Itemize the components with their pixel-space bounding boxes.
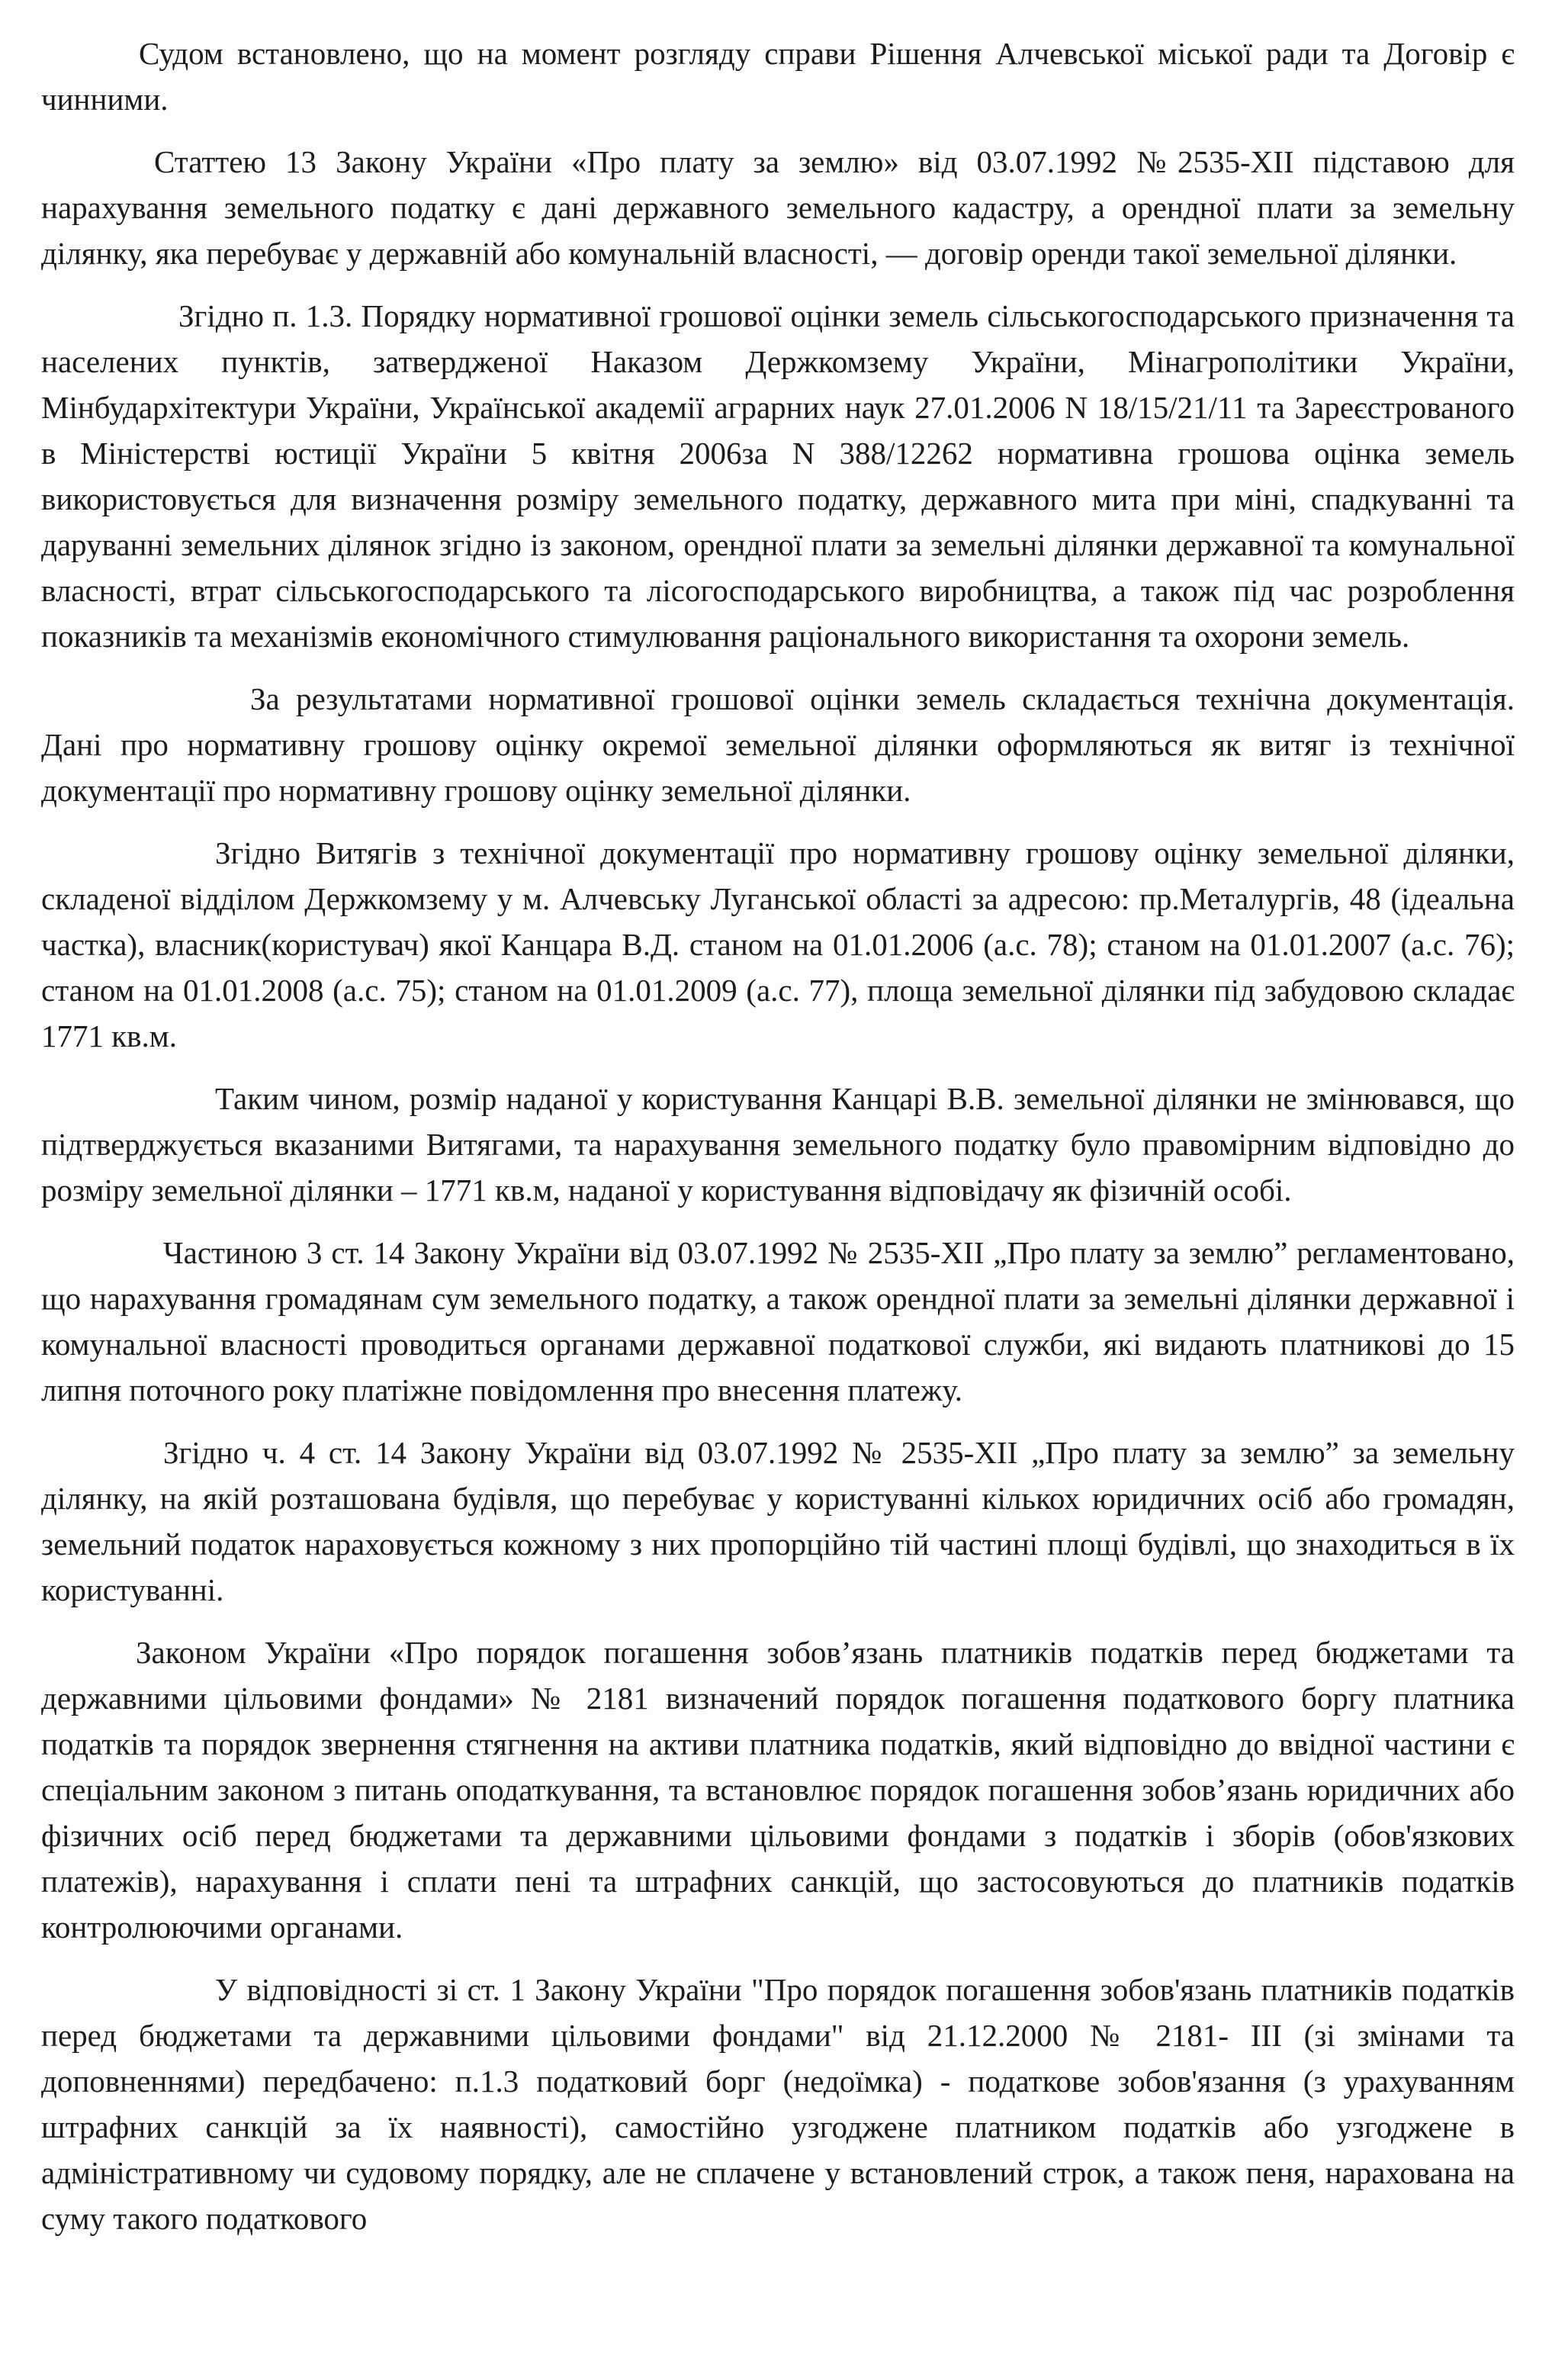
paragraph-technical-documentation: За результатами нормативної грошової оцінки земель складається технічна документація. Дані про нормативну грошову оцінку окремої земельної ділянки оформляються як витяг із технічної документації про нормативну грошову оцінку земельної ділянки. <box>41 681 1515 808</box>
paragraph-valuation-procedure: Згідно п. 1.3. Порядку нормативної грошової оцінки земель сільськогосподарського призначення та населених пунктів, затвердженої Наказом Держкомзему України, Мінагрополітики України, Мінбудархітектури України, Української академії аграрних наук 27.01.2006 N 18/15/21/11 та Зареєстрованого в Міністерстві юстиції України 5 квітня 2006за N 388/12262 нормативна грошова оцінка земель використовується для визначення розміру земельного податку, державного мита при міні, спадкуванні та даруванні земельних ділянок згідно із законом, орендної плати за земельні ділянки державної та комунальної власності, втрат сільськогосподарського та лісогосподарського виробництва, а також під час розроблення показників та механізмів економічного стимулювання раціонального використання та охорони земель. <box>41 298 1515 654</box>
paragraph-law-2181-article-1: У відповідності зі ст. 1 Закону України "Про порядок погашення зобов'язань платників податків перед бюджетами та державними цільовими фондами" від 21.12.2000 № 2181- ІІІ (зі змінами та доповненнями) передбачено: п.1.3 податковий борг (недоїмка) - податкове зобов'язання (з урахуванням штрафних санкцій за їх наявності), самостійно узгоджене платником податків або узгоджене в адміністративному чи судовому порядку, але не сплачене у встановлений строк, а також пеня, нарахована на суму такого податкового <box>41 1972 1515 2236</box>
paragraph-law-2181: Законом України «Про порядок погашення зобов’язань платників податків перед бюджетами та державними цільовими фондами» № 2181 визначений порядок погашення податкового боргу платника податків та порядок звернення стягнення на активи платника податків, який відповідно до ввідної частини є спеціальним законом з питань оподаткування, та встановлює порядок погашення зобов’язань юридичних або фізичних осіб перед бюджетами та державними цільовими фондами з податків і зборів (обов'язкових платежів), нарахування і сплати пені та штрафних санкцій, що застосовуються до платників податків контролюючими органами. <box>41 1635 1515 1945</box>
paragraph-extracts: Згідно Витягів з технічної документації про нормативну грошову оцінку земельної ділянки, складеної відділом Держкомзему у м. Алчевську Луганської області за адресою: пр.Металургів, 48 (ідеальна частка), власник(користувач) якої Канцара В.Д. станом на 01.01.2006 (а.с. 78); станом на 01.01.2007 (а.с. 76); станом на 01.01.2008 (а.с. 75); станом на 01.01.2009 (а.с. 77), площа земельної ділянки під забудовою складає 1771 кв.м. <box>41 835 1515 1054</box>
paragraph-article-13: Статтею 13 Закону України «Про плату за землю» від 03.07.1992 №2535-ХІІ підставою для нарахування земельного податку є дані державного земельного кадастру, а орендної плати за земельну ділянку, яка перебуває у державній або комунальній власності, — договір оренди такої земельної ділянки. <box>41 144 1515 271</box>
paragraph-article-14-part-4: Згідно ч. 4 ст. 14 Закону України від 03.07.1992 № 2535-ХІІ „Про плату за землю” за земельну ділянку, на якій розташована будівля, що перебуває у користуванні кількох юридичних осіб або громадян, земельний податок нараховується кожному з них пропорційно тій частині площі будівлі, що знаходиться в їх користуванні. <box>41 1435 1515 1607</box>
paragraph-article-14-part-3: Частиною 3 ст. 14 Закону України від 03.07.1992 № 2535-ХІІ „Про плату за землю” регламентовано, що нарахування громадянам сум земельного податку, а також орендної плати за земельні ділянки державної і комунальної власності проводиться органами державної податкової служби, які видають платникові до 15 липня поточного року платіжне повідомлення про внесення платежу. <box>41 1235 1515 1407</box>
document-body <box>41 31 1515 2241</box>
paragraph-court-finding: Судом встановлено, що на момент розгляду справи Рішення Алчевської міської ради та Договір є чинними. <box>41 36 1515 117</box>
paragraph-plot-size: Таким чином, розмір наданої у користування Канцарі В.В. земельної ділянки не змінювався, що підтверджується вказаними Витягами, та нарахування земельного податку було правомірним відповідно до розміру земельної ділянки – 1771 кв.м, наданої у користування відповідачу як фізичній особі. <box>41 1081 1515 1208</box>
